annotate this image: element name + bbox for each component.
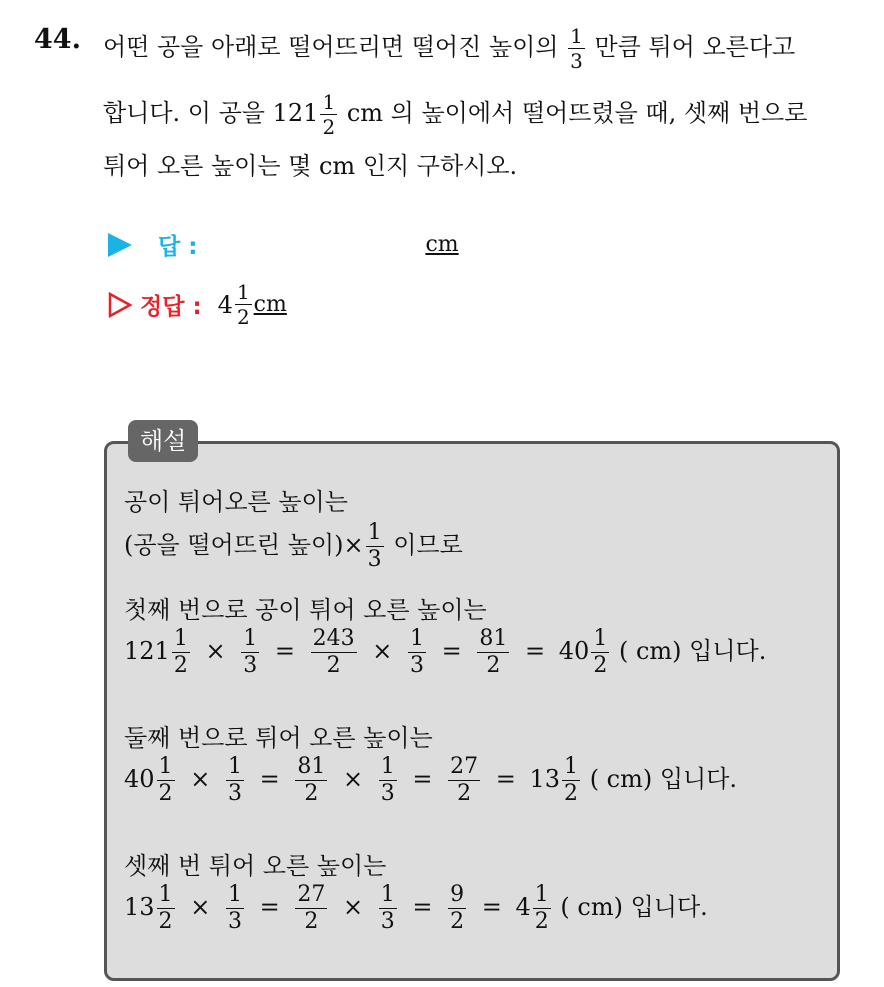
denominator: 3 [380, 909, 395, 934]
denominator: 3 [409, 653, 424, 678]
numerator: 1 [236, 280, 250, 304]
fraction [366, 522, 384, 571]
whole-number: 13 [124, 893, 155, 921]
solution-line-5: 셋째 번 튀어 오른 높이는 [124, 852, 387, 880]
correct-answer-unit: cm [253, 292, 287, 317]
question-line-2 [103, 92, 807, 137]
times-sign: × [342, 893, 364, 921]
denominator: 3 [227, 781, 242, 806]
fraction [172, 628, 190, 677]
solution-line-2 [124, 522, 463, 571]
numerator: 27 [297, 882, 326, 907]
question-number: 44. [34, 24, 81, 55]
denominator: 3 [380, 781, 395, 806]
equation-3 [124, 884, 708, 933]
solution-line-3: 첫째 번으로 공이 튀어 오른 높이는 [124, 596, 487, 624]
denominator: 2 [457, 781, 472, 806]
solution-tab: 해설 [128, 420, 198, 462]
answer-label: 답 : [158, 234, 198, 260]
fraction [235, 282, 252, 327]
numerator: 27 [450, 754, 479, 779]
fraction [477, 628, 509, 677]
fraction [562, 756, 580, 805]
equals-sign: = [481, 893, 502, 921]
fraction [226, 756, 244, 805]
equals-sign: = [412, 765, 433, 793]
fraction [448, 756, 480, 805]
denominator: 2 [534, 909, 549, 934]
times-sign: × [190, 893, 211, 921]
denominator: 2 [564, 781, 579, 806]
fraction [311, 628, 357, 677]
answer-unit: cm [425, 232, 459, 257]
equals-sign: = [441, 637, 462, 665]
numerator: 1 [173, 626, 188, 651]
numerator: 1 [380, 882, 395, 907]
question-text: cm 의 높이에서 떨어뜨렸을 때, 셋째 번으로 [346, 99, 808, 127]
answer-row [108, 228, 459, 261]
outline-triangle-icon [108, 292, 132, 318]
solution-text: ( cm) 입니다. [560, 893, 708, 921]
times-sign: × [372, 637, 393, 665]
fraction [533, 884, 551, 933]
fraction [226, 884, 244, 933]
solution-text: ( cm) 입니다. [618, 637, 767, 665]
correct-answer-row [108, 282, 287, 327]
fraction [157, 756, 175, 805]
fraction [568, 26, 585, 71]
whole-number: 4 [515, 893, 531, 921]
fraction [408, 628, 426, 677]
numerator: 9 [450, 882, 465, 907]
denominator: 2 [593, 653, 608, 678]
numerator: 1 [158, 754, 173, 779]
solution-line-4: 둘째 번으로 튀어 오른 높이는 [124, 724, 433, 752]
denominator: 2 [158, 781, 173, 806]
numerator: 1 [409, 626, 424, 651]
denominator: 2 [326, 653, 341, 678]
equation-1 [124, 628, 766, 677]
numerator: 1 [227, 754, 242, 779]
numerator: 1 [570, 24, 583, 48]
denominator: 3 [227, 909, 242, 934]
whole-number: 121 [272, 99, 319, 127]
denominator: 2 [304, 781, 319, 806]
question-line-3: 튀어 오른 높이는 몇 cm 인지 구하시오. [103, 152, 518, 180]
denominator: 2 [486, 653, 501, 678]
denominator: 2 [158, 909, 173, 934]
numerator: 1 [322, 90, 336, 114]
times-sign: × [190, 765, 211, 793]
numerator: 1 [158, 882, 173, 907]
solution-text: (공을 떨어뜨린 높이)× [124, 531, 364, 559]
play-arrow-icon [108, 233, 132, 257]
whole-number: 121 [124, 637, 170, 665]
denominator: 2 [173, 653, 188, 678]
equals-sign: = [525, 637, 546, 665]
fraction [320, 92, 337, 137]
equals-sign: = [495, 765, 516, 793]
equation-2 [124, 756, 737, 805]
numerator: 1 [367, 520, 382, 545]
denominator: 3 [570, 49, 583, 73]
denominator: 2 [236, 305, 250, 329]
numerator: 81 [479, 626, 508, 651]
equals-sign: = [412, 893, 433, 921]
question-text: 만큼 튀어 오른다고 [594, 33, 796, 61]
fraction [295, 884, 327, 933]
fraction [448, 884, 466, 933]
denominator: 2 [322, 115, 336, 139]
numerator: 1 [564, 754, 579, 779]
denominator: 3 [243, 653, 258, 678]
times-sign: × [205, 637, 226, 665]
fraction [379, 756, 397, 805]
equals-sign: = [259, 765, 280, 793]
solution-text: ( cm) 입니다. [589, 765, 738, 793]
numerator: 81 [297, 754, 326, 779]
equals-sign: = [259, 893, 280, 921]
equals-sign: = [274, 637, 295, 665]
question-line-1 [103, 26, 795, 71]
numerator: 1 [593, 626, 608, 651]
solution-text: 이므로 [393, 531, 463, 559]
denominator: 2 [304, 909, 319, 934]
numerator: 1 [227, 882, 242, 907]
solution-line-1: 공이 튀어오른 높이는 [124, 488, 348, 516]
times-sign: × [342, 765, 364, 793]
numerator: 243 [312, 626, 355, 651]
denominator: 3 [367, 547, 382, 572]
question-text: 어떤 공을 아래로 떨어뜨리면 떨어진 높이의 [103, 33, 559, 61]
whole-number: 13 [529, 765, 561, 793]
numerator: 1 [534, 882, 549, 907]
fraction [295, 756, 327, 805]
numerator: 1 [380, 754, 395, 779]
fraction [157, 884, 175, 933]
whole-number: 4 [217, 290, 233, 319]
denominator: 2 [450, 909, 465, 934]
fraction [379, 884, 397, 933]
whole-number: 40 [558, 637, 590, 665]
numerator: 1 [243, 626, 258, 651]
question-text: 합니다. 이 공을 [103, 99, 265, 127]
whole-number: 40 [124, 765, 155, 793]
fraction [591, 628, 609, 677]
correct-answer-label: 정답 : [140, 294, 202, 320]
fraction [241, 628, 259, 677]
